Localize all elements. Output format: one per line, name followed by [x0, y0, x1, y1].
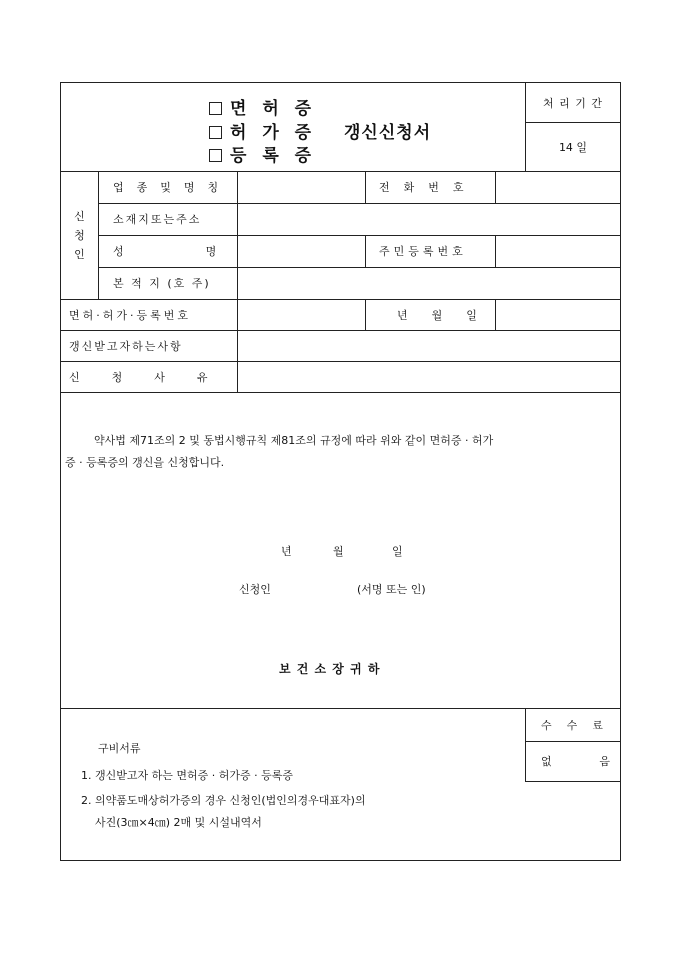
- license-date-label: 년월일: [397, 308, 501, 322]
- resident-number-label: 주민등록번호: [379, 245, 467, 258]
- applicant-signature-label: 신청인: [239, 583, 271, 596]
- license-number-field[interactable]: [238, 300, 365, 330]
- title-option-registration: 등 록 증: [209, 141, 316, 166]
- address-field[interactable]: [238, 204, 621, 235]
- fee-label: 수수료: [541, 718, 618, 732]
- title-option-license: 면 허 증: [209, 94, 316, 119]
- phone-field[interactable]: [496, 172, 621, 203]
- date-day: 일: [392, 545, 403, 558]
- attachment-item-2: 2. 의약품도매상허가증의 경우 신청인(법인의경우대표자)의: [81, 794, 366, 807]
- addressee: 보 건 소 장 귀 하: [279, 662, 381, 676]
- applicant-section-label: 신 청 인: [74, 209, 85, 261]
- form-title: 갱신신청서: [344, 123, 432, 143]
- reason-field[interactable]: [238, 362, 621, 392]
- business-name-field[interactable]: [238, 172, 365, 203]
- signature-field[interactable]: [289, 575, 351, 597]
- statement-line-2: 증 · 등록증의 갱신을 신청합니다.: [65, 456, 225, 469]
- attachments-heading: 구비서류: [98, 742, 141, 755]
- business-name-label: 업종및명칭: [113, 181, 232, 194]
- license-checkbox[interactable]: [209, 102, 222, 115]
- title-option-permit: 허 가 증: [209, 118, 316, 143]
- license-number-label: 면허·허가·등록번호: [69, 308, 192, 322]
- renewal-application-form: [60, 82, 621, 861]
- fee-value: 없 음: [541, 755, 611, 768]
- name-field[interactable]: [238, 236, 365, 267]
- date-year: 년: [281, 545, 292, 558]
- address-label: 소재지또는주소: [113, 213, 202, 226]
- renewal-items-field[interactable]: [238, 331, 621, 361]
- statement-line-1: 약사법 제71조의 2 및 동법시행규칙 제81조의 규정에 따라 위와 같이 면허증 · 허가: [94, 434, 494, 447]
- phone-label: 전화번호: [379, 181, 478, 194]
- permit-checkbox[interactable]: [209, 126, 222, 139]
- domicile-field[interactable]: [238, 268, 621, 299]
- signature-hint: (서명 또는 인): [357, 583, 426, 596]
- name-label: 성명: [113, 245, 299, 258]
- domicile-label: 본 적 지 (호 주): [113, 277, 211, 290]
- processing-period-value: 14 일: [558, 141, 588, 154]
- reason-label: 신청사유: [69, 370, 240, 384]
- resident-number-field[interactable]: [496, 236, 621, 267]
- license-date-field[interactable]: [496, 300, 621, 330]
- processing-period-label: 처 리 기 간: [543, 96, 603, 110]
- date-month: 월: [333, 545, 344, 558]
- attachment-item-1: 1. 갱신받고자 하는 면허증 · 허가증 · 등록증: [81, 769, 293, 782]
- attachment-item-2-cont: 사진(3㎝×4㎝) 2매 및 시설내역서: [81, 816, 262, 829]
- renewal-items-label: 갱신받고자하는사항: [69, 339, 183, 353]
- registration-checkbox[interactable]: [209, 149, 222, 162]
